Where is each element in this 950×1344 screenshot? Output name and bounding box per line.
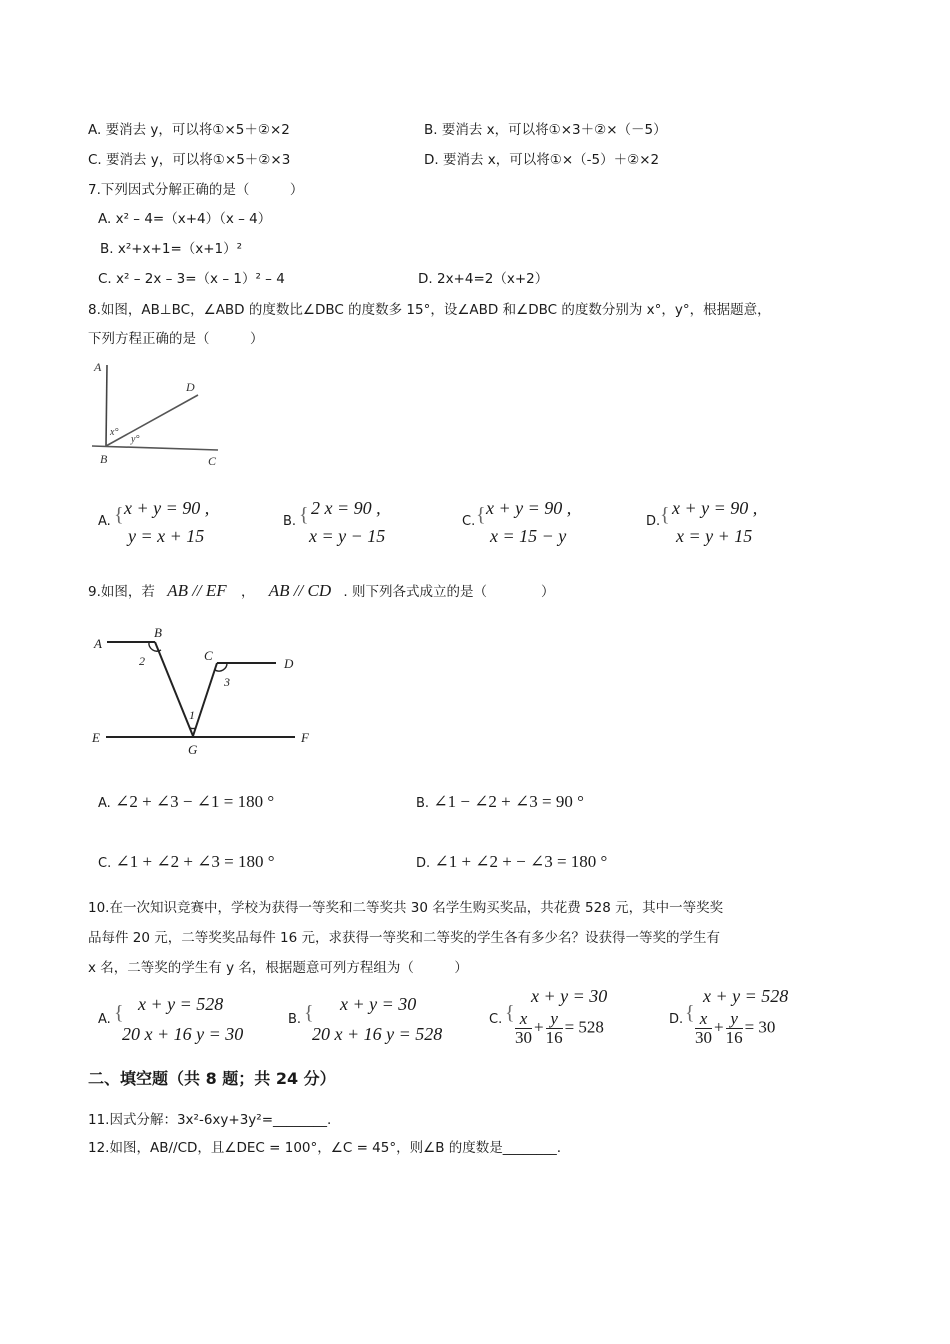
- q6-option-a: A. 要消去 y，可以将①×5＋②×2: [88, 122, 290, 138]
- fig9-label-d: D: [284, 656, 294, 671]
- fig8-label-y: y°: [131, 434, 140, 445]
- brace-icon: {: [304, 1002, 314, 1024]
- fig8-label-a: A: [94, 360, 102, 374]
- q7-option-d: D. 2x+4=2（x+2）: [418, 271, 549, 287]
- brace-icon: {: [114, 1002, 124, 1024]
- brace-icon: {: [476, 504, 486, 526]
- q9-option-d: D. ∠1 + ∠2 + − ∠3 = 180 °: [416, 852, 608, 871]
- brace-icon: {: [660, 504, 670, 526]
- fig8-label-b: B: [100, 452, 108, 466]
- q6-option-d: D. 要消去 x，可以将①×（-5）＋②×2: [424, 152, 660, 168]
- q10-stem-line3: x 名，二等奖的学生有 y 名，根据题意可列方程组为（ ）: [88, 960, 468, 976]
- q7-option-c: C. x² – 2x – 3=（x – 1）² – 4: [98, 271, 285, 287]
- q9-option-c: C. ∠1 + ∠2 + ∠3 = 180 °: [98, 852, 275, 871]
- fig9-label-3: 3: [224, 675, 230, 689]
- fig9-label-e: E: [92, 730, 100, 745]
- brace-icon: {: [685, 1002, 695, 1024]
- brace-icon: {: [505, 1002, 515, 1024]
- fig8-label-x: x°: [110, 427, 119, 438]
- q9-parallel-lines-figure: [88, 620, 318, 755]
- q12-text: 12.如图，AB//CD，且∠DEC = 100°，∠C = 45°，则∠B 的度数是________.: [88, 1140, 562, 1156]
- q8-stem-line1: 8.如图，AB⊥BC，∠ABD 的度数比∠DBC 的度数多 15°，设∠ABD 和∠DBC 的度数分别为 x°，y°，根据题意，: [88, 302, 771, 318]
- brace-icon: {: [299, 504, 309, 526]
- q10-stem-line2: 品每件 20 元，二等奖奖品每件 16 元，求获得一等奖和二等奖的学生各有多少名？设获得一等奖的学生有: [88, 930, 721, 946]
- q9-relation-ab-cd: AB // CD: [268, 581, 332, 600]
- fig9-label-a: A: [94, 636, 102, 651]
- fig8-label-c: C: [208, 454, 217, 468]
- q8-stem-line2: 下列方程正确的是（ ）: [88, 331, 264, 347]
- fig8-label-d: D: [186, 380, 195, 394]
- q9-option-b: B. ∠1 − ∠2 + ∠3 = 90 °: [416, 792, 584, 811]
- fig9-label-f: F: [301, 730, 309, 745]
- q7-option-b: B. x²+x+1=（x+1）²: [100, 241, 243, 257]
- q10-stem-line1: 10.在一次知识竞赛中，学校为获得一等奖和二等奖共 30 名学生购买奖品，共花费 528 元，其中一等奖奖: [88, 900, 724, 916]
- q9-stem: 9.如图，若 AB // EF ， AB // CD . 则下列各式成立的是（ ）: [88, 581, 555, 600]
- q8-angle-figure: [88, 355, 228, 470]
- fig9-label-2: 2: [139, 654, 145, 668]
- fig9-label-c: C: [204, 648, 213, 663]
- fig9-label-b: B: [154, 625, 162, 640]
- fig9-label-g: G: [188, 742, 198, 755]
- q7-option-a: A. x² – 4=（x+4）（x – 4）: [98, 211, 272, 227]
- q9-relation-ab-ef: AB // EF: [167, 581, 227, 600]
- q9-option-a: A. ∠2 + ∠3 − ∠1 = 180 °: [98, 792, 275, 811]
- section-heading-fill-in: 二、填空题（共 8 题；共 24 分）: [88, 1069, 336, 1088]
- q7-stem: 7.下列因式分解正确的是（ ）: [88, 182, 304, 198]
- q11-text: 11.因式分解：3x²-6xy+3y²=________.: [88, 1112, 332, 1128]
- brace-icon: {: [114, 504, 124, 526]
- q6-option-c: C. 要消去 y，可以将①×5＋②×3: [88, 152, 291, 168]
- q6-option-b: B. 要消去 x，可以将①×3＋②×（－5）: [424, 122, 667, 138]
- fig9-label-1: 1: [189, 708, 195, 722]
